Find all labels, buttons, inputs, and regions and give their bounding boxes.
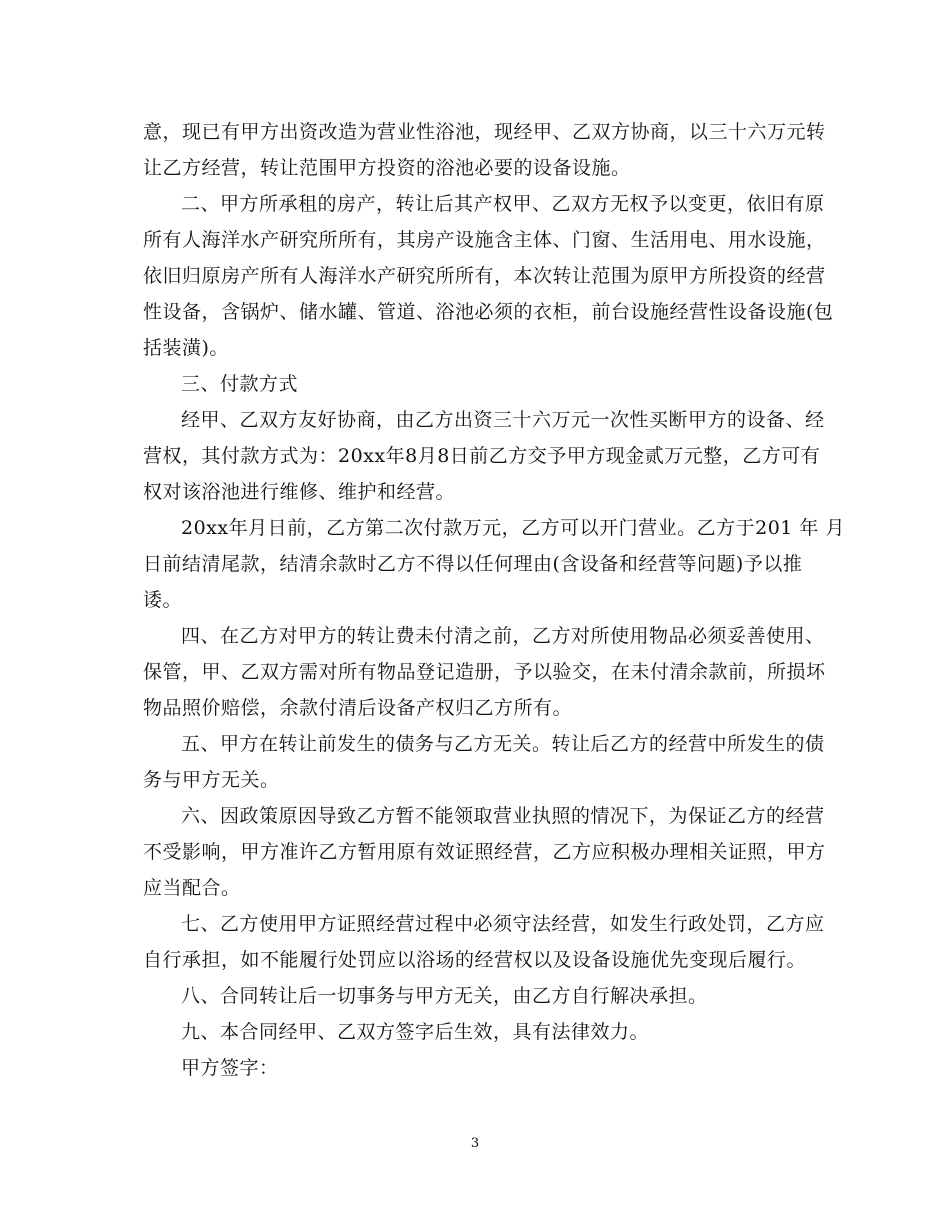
text-line: 八、合同转让后一切事务与甲方无关，由乙方自行解决承担。 [181, 985, 708, 1007]
text-line: 五、甲方在转让前发生的债务与乙方无关。转让后乙方的经营中所发生的债 [181, 733, 825, 755]
text-line: 诿。 [143, 589, 183, 611]
text-line: 日前结清尾款，结清余款时乙方不得以任何理由(含设备和经营等问题)予以推 [143, 553, 803, 575]
text-line: 物品照价赔偿，余款付清后设备产权归乙方所有。 [143, 697, 573, 719]
text-line: 性设备，含锅炉、储水罐、管道、浴池必须的衣柜，前台设施经营性设备设施(包 [143, 301, 834, 323]
text-line: 意，现已有甲方出资改造为营业性浴池，现经甲、乙双方协商，以三十六万元转 [143, 121, 826, 143]
text-line: 四、在乙方对甲方的转让费未付清之前，乙方对所使用物品必须妥善使用、 [181, 625, 825, 647]
text-line: 七、乙方使用甲方证照经营过程中必须守法经营，如发生行政处罚，乙方应 [181, 913, 825, 935]
text-line: 经甲、乙双方友好协商，由乙方出资三十六万元一次性买断甲方的设备、经 [181, 409, 825, 431]
text-line: 让乙方经营，转让范围甲方投资的浴池必要的设备设施。 [143, 157, 631, 179]
text-line: 六、因政策原因导致乙方暂不能领取营业执照的情况下，为保证乙方的经营 [181, 805, 825, 827]
text-line: 务与甲方无关。 [143, 769, 280, 791]
text-line: 应当配合。 [143, 877, 241, 899]
text-line: 括装潢)。 [143, 337, 229, 359]
text-line: 三、付款方式 [181, 373, 299, 395]
page-number: 3 [470, 1136, 480, 1151]
text-line: 不受影响，甲方准许乙方暂用原有效证照经营，乙方应积极办理相关证照，甲方 [143, 841, 826, 863]
text-line: 营权，其付款方式为：20xx年8月8日前乙方交予甲方现金贰万元整，乙方可有 [143, 445, 821, 467]
document-body [143, 114, 845, 1086]
text-line: 甲方签字： [181, 1057, 279, 1079]
text-line: 九、本合同经甲、乙双方签字后生效，具有法律效力。 [181, 1021, 650, 1043]
text-line: 依旧归原房产所有人海洋水产研究所所有，本次转让范围为原甲方所投资的经营 [143, 265, 826, 287]
text-line: 所有人海洋水产研究所所有，其房产设施含主体、门窗、生活用电、用水设施， [143, 229, 826, 251]
text-line: 保管，甲、乙双方需对所有物品登记造册，予以验交，在未付清余款前，所损坏 [143, 661, 826, 683]
text-line: 权对该浴池进行维修、维护和经营。 [143, 481, 456, 503]
text-line: 二、甲方所承租的房产，转让后其产权甲、乙双方无权予以变更，依旧有原 [181, 193, 825, 215]
text-line: 20xx年月日前，乙方第二次付款万元，乙方可以开门营业。乙方于201 年 月 [181, 517, 845, 539]
text-line: 自行承担，如不能履行处罚应以浴场的经营权以及设备设施优先变现后履行。 [143, 949, 807, 971]
